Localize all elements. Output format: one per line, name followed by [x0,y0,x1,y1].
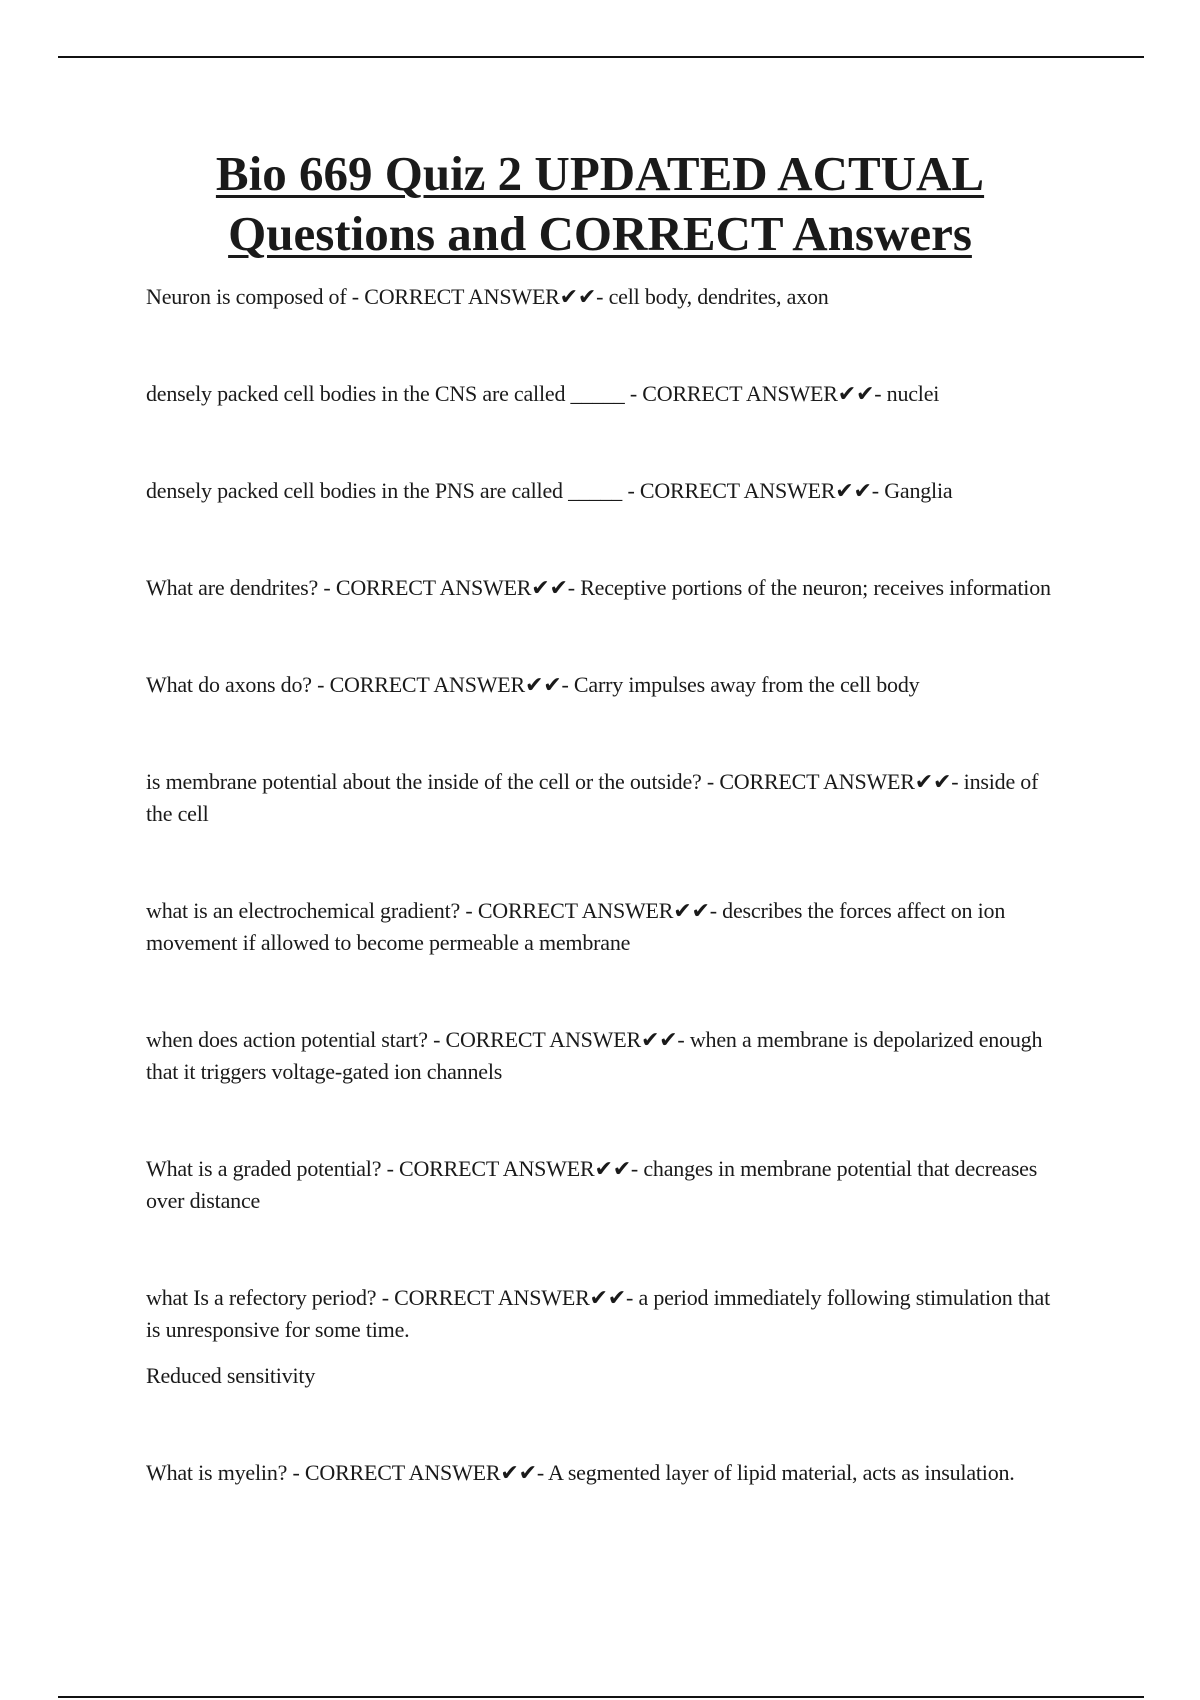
answer-marker: - CORRECT ANSWER✔✔- [629,381,887,406]
question-text: is membrane potential about the inside of the cell or the outside? [146,769,702,794]
answer-marker: - CORRECT ANSWER✔✔- [706,769,964,794]
qa-item-4 [146,572,1066,604]
answer-text: nuclei [886,381,940,406]
answer-marker: - CORRECT ANSWER✔✔- [381,1285,639,1310]
title-line-1: Bio 669 Quiz 2 UPDATED ACTUAL [215,146,985,201]
answer-marker: - CORRECT ANSWER✔✔- [323,575,581,600]
qa-item-11 [146,1457,1066,1489]
answer-text: when a membrane is depolarized enough that it triggers voltage-gated ion channels [146,1027,1043,1084]
question-text: what Is a refectory period? [146,1285,377,1310]
question-text: What is a graded potential? [146,1156,382,1181]
answer-extra-text: Reduced sensitivity [146,1363,316,1388]
top-rule [58,56,1144,58]
answer-marker: - CORRECT ANSWER✔✔- [627,478,885,503]
answer-text: a period immediately following stimulation that is unresponsive for some time. [146,1285,1051,1342]
qa-item-7 [146,895,1066,959]
qa-item-3 [146,475,1066,507]
question-text: What are dendrites? [146,575,319,600]
answer-marker: - CORRECT ANSWER✔✔- [351,284,609,309]
answer-marker: - CORRECT ANSWER✔✔- [317,672,574,697]
title-line-2: Questions and CORRECT Answers [228,206,972,261]
question-text: What is myelin? [146,1460,288,1485]
answer-text: Carry impulses away from the cell body [573,672,920,697]
answer-marker: - CORRECT ANSWER✔✔- [292,1460,549,1485]
answer-text: A segmented layer of lipid material, acts as insulation. [548,1460,1015,1485]
question-text: densely packed cell bodies in the PNS are called _____ [146,478,623,503]
qa-item-10 [146,1282,1066,1392]
answer-text: cell body, dendrites, axon [608,284,829,309]
qa-list [146,281,1066,1489]
question-text: What do axons do? [146,672,312,697]
answer-text: Ganglia [884,478,953,503]
question-text: densely packed cell bodies in the CNS are called _____ [146,381,625,406]
answer-text: describes the forces affect on ion movement if allowed to become permeable a membrane [146,898,1006,955]
question-text: Neuron is composed of [146,284,347,309]
bottom-rule [58,1696,1144,1698]
qa-item-6 [146,766,1066,830]
answer-marker: - CORRECT ANSWER✔✔- [465,898,723,923]
qa-item-1 [146,281,1066,313]
question-text: when does action potential start? [146,1027,428,1052]
answer-text: Receptive portions of the neuron; receives information [580,575,1051,600]
qa-item-9 [146,1153,1066,1217]
question-text: what is an electrochemical gradient? [146,898,461,923]
page-title [0,144,1200,264]
qa-item-8 [146,1024,1066,1088]
answer-text: inside of the cell [146,769,1039,826]
answer-text: changes in membrane potential that decreases over distance [146,1156,1038,1213]
qa-item-5 [146,669,1066,701]
qa-item-2 [146,378,1066,410]
answer-marker: - CORRECT ANSWER✔✔- [433,1027,690,1052]
answer-marker: - CORRECT ANSWER✔✔- [386,1156,644,1181]
